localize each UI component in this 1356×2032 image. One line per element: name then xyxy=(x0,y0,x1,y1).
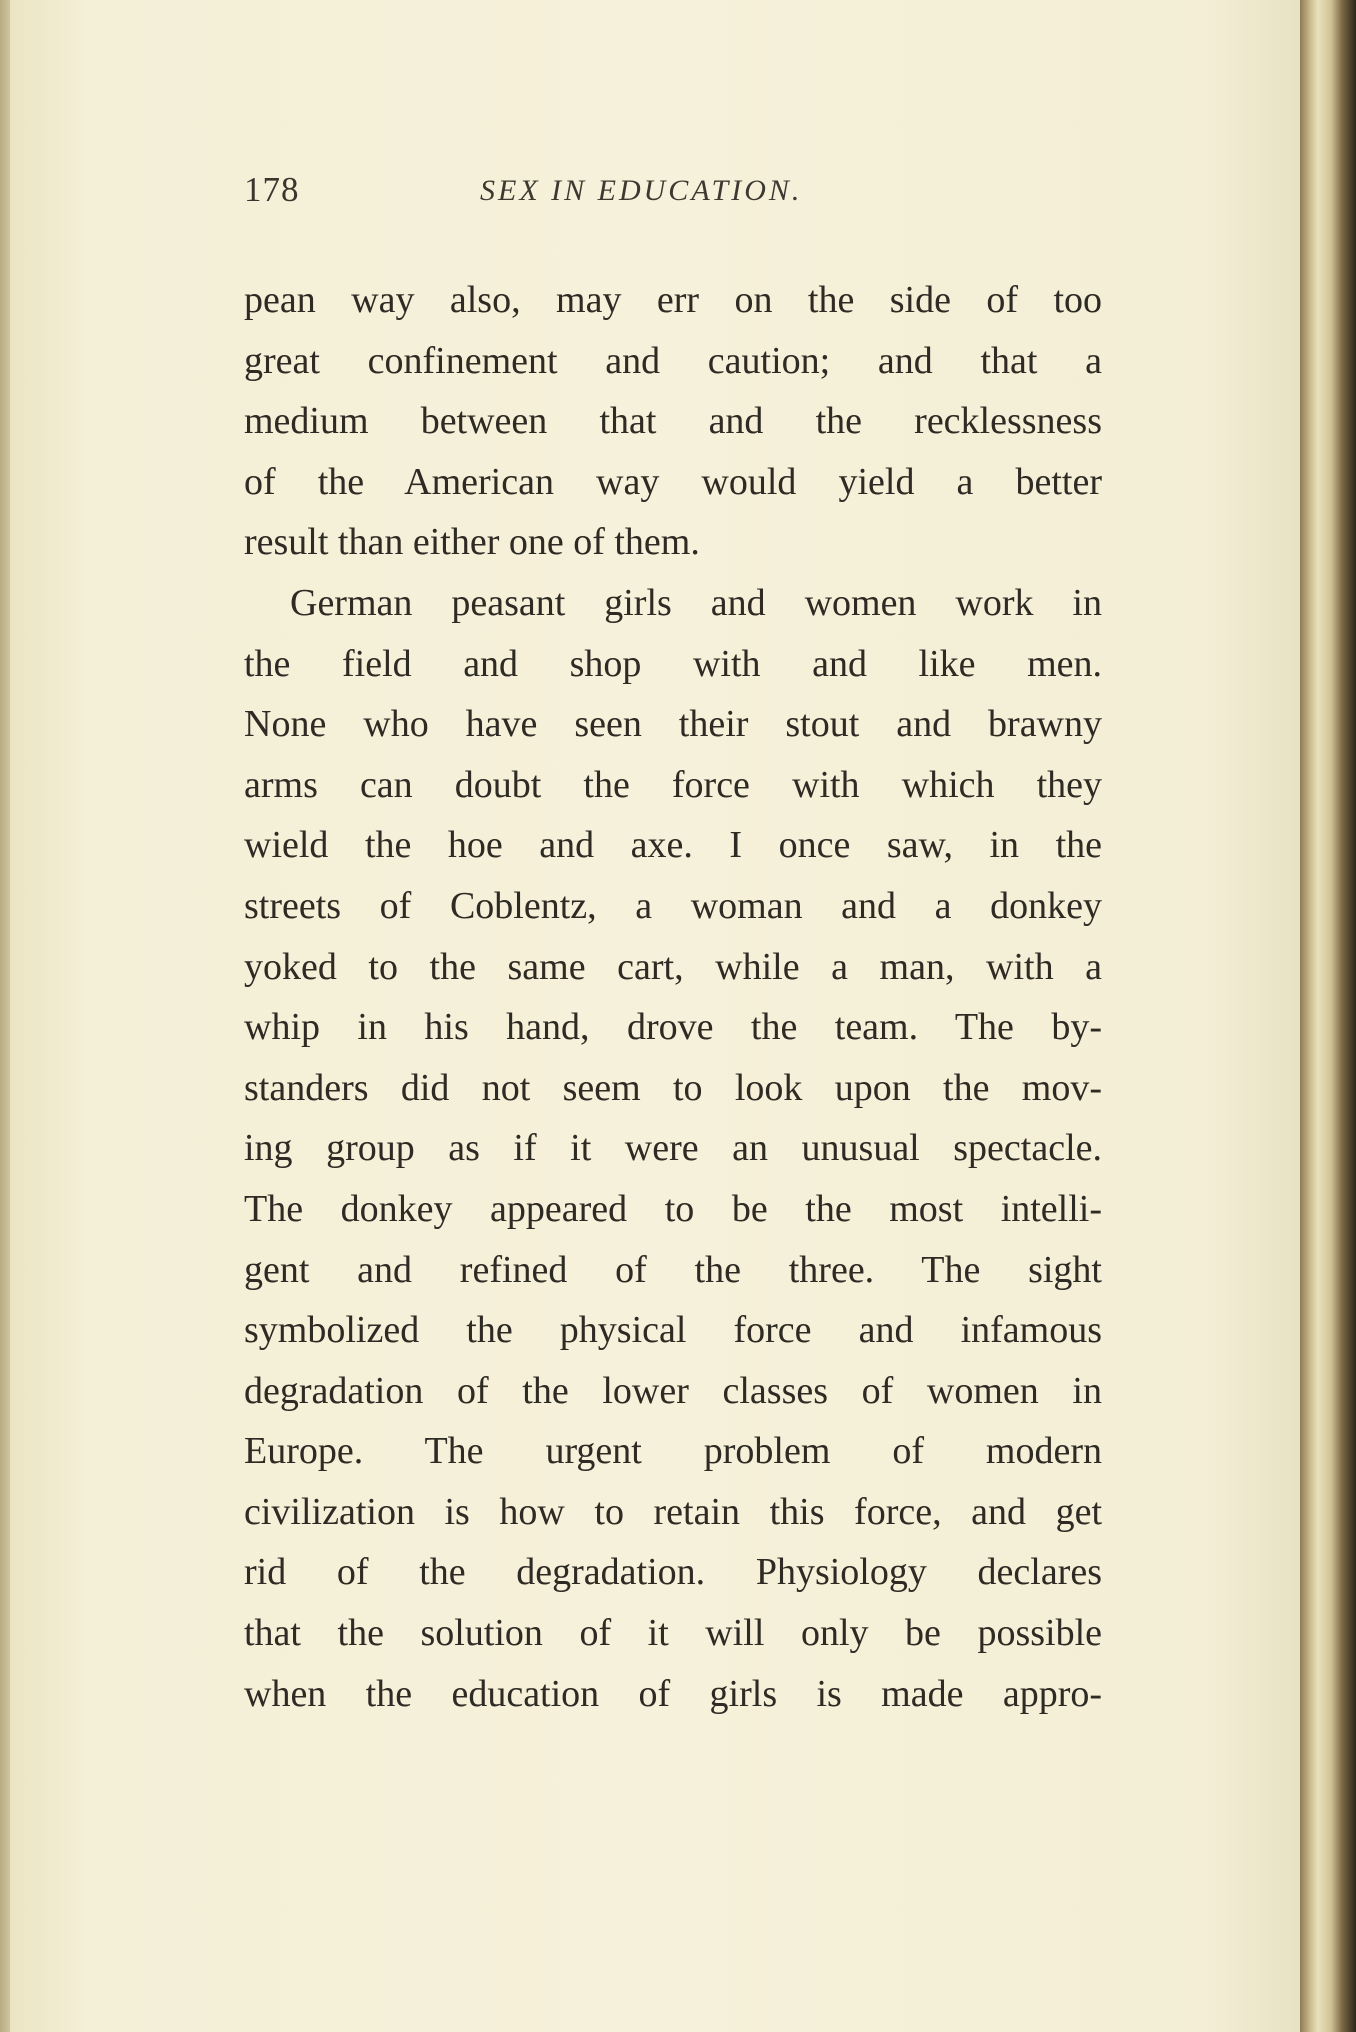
text-line: whip in his hand, drove the team. The by- xyxy=(244,1006,1102,1049)
page-number: 178 xyxy=(244,170,300,209)
text-line: Europe. The urgent problem of modern xyxy=(244,1430,1102,1473)
body-text xyxy=(244,270,1102,1724)
text-line: German peasant girls and women work in xyxy=(290,581,1102,624)
text-line: gent and refined of the three. The sight xyxy=(244,1248,1102,1291)
text-line: result than either one of them. xyxy=(244,521,700,564)
text-line: the field and shop with and like men. xyxy=(244,642,1102,685)
text-line: streets of Coblentz, a woman and a donkey xyxy=(244,884,1102,927)
text-line: arms can doubt the force with which they xyxy=(244,763,1102,806)
text-line: when the education of girls is made appro- xyxy=(244,1672,1102,1715)
text-line: yoked to the same cart, while a man, with a xyxy=(244,945,1102,988)
text-line: that the solution of it will only be possible xyxy=(244,1612,1102,1655)
text-line: symbolized the physical force and infamous xyxy=(244,1309,1102,1352)
running-title: SEX IN EDUCATION. xyxy=(480,174,803,207)
text-line: civilization is how to retain this force, and get xyxy=(244,1490,1102,1533)
text-line: rid of the degradation. Physiology declares xyxy=(244,1551,1102,1594)
text-line: standers did not seem to look upon the mov- xyxy=(244,1066,1102,1109)
text-line: pean way also, may err on the side of too xyxy=(244,279,1102,321)
page-edge xyxy=(1300,0,1356,2032)
text-line: wield the hoe and axe. I once saw, in the xyxy=(244,824,1102,867)
text-line: medium between that and the recklessness xyxy=(244,400,1102,443)
text-line: of the American way would yield a better xyxy=(244,460,1102,503)
page-header xyxy=(244,170,1104,220)
text-line: degradation of the lower classes of women in xyxy=(244,1369,1102,1412)
text-line: None who have seen their stout and brawny xyxy=(244,703,1102,746)
text-line: ing group as if it were an unusual spectacle. xyxy=(244,1127,1102,1170)
text-line: great confinement and caution; and that a xyxy=(244,339,1102,382)
text-line: The donkey appeared to be the most intelli- xyxy=(244,1187,1102,1230)
